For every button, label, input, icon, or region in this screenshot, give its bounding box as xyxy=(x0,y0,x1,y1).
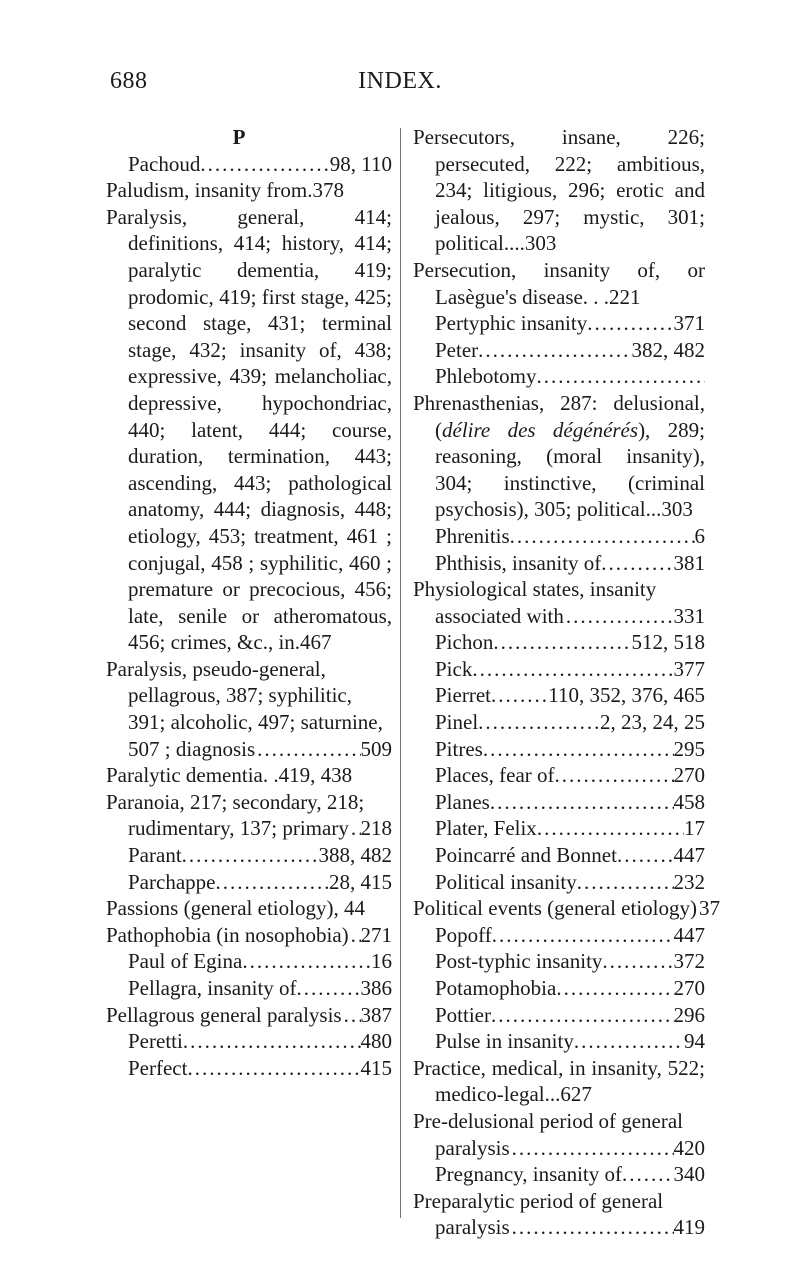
leader-dots xyxy=(478,709,600,736)
entry-text: Paralysis, general, 414; definitions, 414; history, 414; paralytic dementia, 419; prodomic, 419; first stage, 425; second stage, 431; terminal stage, 432; insanity of, 438; expressive, 439; melancholiac, depressive, hypochondriac, 440; latent, 444; course, duration, termination, 443; ascending, 443; pathological anatomy, 444; diagnosis, 448; etiology, 453; treatment, 461 ; conjugal, 458 ; syphilitic, 460 ; premature or precocious, 456; late, senile or atheromatous, 456; crimes, &c., in.467 xyxy=(106,204,392,655)
leader-dots xyxy=(556,975,673,1002)
entry-term: Post-typhic insanity xyxy=(435,949,603,974)
leader-dots xyxy=(491,1002,674,1029)
leader-dots xyxy=(577,869,674,896)
entry-text: Passions (general etiology), 44 xyxy=(106,896,365,921)
entry-pages: 480 xyxy=(360,1029,392,1054)
entry-pages: 270 xyxy=(673,976,705,1000)
index-entry xyxy=(106,869,392,896)
entry-term: Pertyphic insanity xyxy=(435,311,588,336)
index-entry xyxy=(413,523,705,550)
entry-term: Perfect xyxy=(128,1055,188,1080)
leader-dots xyxy=(574,1028,684,1055)
entry-pages: 270 xyxy=(673,763,705,788)
page-number: 688 xyxy=(110,68,148,94)
entry-term: Pulse in insanity xyxy=(435,1029,574,1054)
entry-pages: 382, 482 xyxy=(631,337,705,362)
index-entry xyxy=(413,709,705,736)
leader-dots xyxy=(566,603,674,630)
index-entry xyxy=(106,762,392,789)
index-entry xyxy=(413,895,705,922)
entry-term: Pachoud xyxy=(128,151,201,176)
entry-text: Pellagrous general paralysis xyxy=(106,1002,342,1027)
leader-dots xyxy=(555,762,674,789)
entry-pages: 28, 415 xyxy=(329,869,392,894)
leader-dots xyxy=(537,363,705,390)
index-entry xyxy=(413,550,705,577)
index-entry xyxy=(413,975,705,1002)
entry-pages: 388, 482 xyxy=(318,843,392,868)
index-entry xyxy=(413,869,705,896)
entry-term: Pottier xyxy=(435,1002,491,1027)
entry-pages: 218 xyxy=(360,816,392,841)
section-letter: P xyxy=(232,125,246,149)
index-entry xyxy=(106,948,392,975)
index-entry xyxy=(413,257,705,310)
entry-pages: 387 xyxy=(360,1002,392,1027)
entry-pages: 271 xyxy=(360,922,392,947)
leader-dots xyxy=(183,1028,361,1055)
entry-pages: 331 xyxy=(673,603,705,628)
leader-dots xyxy=(242,948,371,975)
entry-term: Potamophobia xyxy=(435,976,557,1000)
index-entry xyxy=(413,922,705,949)
index-entry xyxy=(413,789,705,816)
leader-dots xyxy=(491,682,548,709)
leader-dots xyxy=(622,1161,673,1188)
entry-pages: 420 xyxy=(673,1135,705,1160)
entry-text: Political events (general etiology) xyxy=(413,896,697,921)
entry-pages: 419 xyxy=(673,1215,705,1240)
entry-pages: 16 xyxy=(371,949,392,974)
entry-pages: 458 xyxy=(673,789,705,814)
entry-pages: 371 xyxy=(673,311,705,336)
entry-text: Paralytic dementia. .419, 438 xyxy=(106,763,353,788)
column-divider xyxy=(400,128,401,1218)
entry-pages: 447 xyxy=(673,843,705,868)
leader-dots xyxy=(351,922,361,949)
index-entry xyxy=(413,815,705,842)
entry-pages: 381 xyxy=(673,550,705,575)
index-entry xyxy=(413,310,705,337)
index-entry xyxy=(413,736,705,763)
entry-term: Planes xyxy=(435,789,490,814)
entry-term: Places, fear of xyxy=(435,763,555,788)
entry-text: Paludism, insanity from.378 xyxy=(106,178,344,203)
index-entry xyxy=(413,762,705,789)
leader-dots xyxy=(587,310,673,337)
index-entry xyxy=(413,1055,705,1108)
entry-pages: 6 xyxy=(694,523,705,548)
leader-dots xyxy=(512,1214,674,1241)
index-entry xyxy=(413,1028,705,1055)
leader-dots xyxy=(257,736,360,763)
entry-pages: 296 xyxy=(673,1002,705,1027)
index-entry xyxy=(413,363,705,390)
entry-term: Peretti xyxy=(128,1029,183,1054)
entry-text: Paralysis, pseudo-general, pellagrous, 387; syphilitic, 391; alcoholic, 497; saturnine, 507 ; diagnosis xyxy=(106,656,383,761)
entry-pages: 509 xyxy=(360,736,392,761)
entry-text: Practice, medical, in insanity, 522; medico-legal...627 xyxy=(413,1055,705,1107)
leader-dots xyxy=(472,656,673,683)
entry-pages: 372 xyxy=(673,949,705,974)
index-entry xyxy=(106,975,392,1002)
index-entry xyxy=(106,177,392,204)
index-entry xyxy=(106,1028,392,1055)
entry-pages: 447 xyxy=(673,922,705,947)
entry-term: Pitres xyxy=(435,736,483,761)
index-entry xyxy=(413,682,705,709)
index-entry xyxy=(413,337,705,364)
entry-pages: 340 xyxy=(673,1162,705,1187)
entry-term: Phthisis, insanity of xyxy=(435,550,602,575)
entry-term: Pinel xyxy=(435,710,479,735)
entry-pages: 415 xyxy=(360,1055,392,1080)
entry-term: Paul of Egina xyxy=(128,949,243,974)
entry-pages: 37 xyxy=(699,896,720,921)
entry-term: Pregnancy, insanity of xyxy=(435,1162,623,1187)
index-column-left xyxy=(106,124,392,1081)
leader-dots xyxy=(490,789,674,816)
entry-term: Parant xyxy=(128,843,182,868)
leader-dots xyxy=(493,629,631,656)
entry-term: Pichon xyxy=(435,630,494,655)
entry-text: Pre-delusional period of general paralysis xyxy=(413,1108,683,1160)
leader-dots xyxy=(601,550,673,577)
leader-dots xyxy=(478,337,631,364)
entry-term: Pierret xyxy=(435,683,491,708)
entry-pages: 377 xyxy=(673,656,705,681)
index-entry xyxy=(413,629,705,656)
entry-text: Persecutors, insane, 226; persecuted, 222; ambitious, 234; litigious, 296; erotic and jealous, 297; mystic, 301; political....303 xyxy=(413,125,705,256)
leader-dots xyxy=(492,922,674,949)
entry-pages: 386 xyxy=(360,976,392,1000)
entry-text: Phrenasthenias, 287: delusional, ( xyxy=(413,390,705,442)
entry-term: Phlebotomy xyxy=(435,364,537,389)
index-entry xyxy=(106,204,392,656)
leader-dots xyxy=(351,815,361,842)
index-entry xyxy=(413,390,705,523)
entry-term: Poincarré and Bonnet xyxy=(435,843,617,868)
leader-dots xyxy=(512,1135,674,1162)
entry-term: Political insanity xyxy=(435,869,577,894)
entry-text: Preparalytic period of general paralysis xyxy=(413,1188,664,1240)
entry-term: Popoff xyxy=(435,922,492,947)
leader-dots xyxy=(537,815,684,842)
index-entry xyxy=(106,1055,392,1082)
entry-text: Persecution, insanity of, or Lasègue's disease. . .221 xyxy=(413,257,705,309)
entry-term: Parchappe xyxy=(128,869,216,894)
leader-dots xyxy=(215,869,329,896)
index-entry xyxy=(413,1161,705,1188)
entry-term: Pick xyxy=(435,656,473,681)
running-title: INDEX. xyxy=(358,68,442,94)
entry-italic: délire des dégénérés xyxy=(442,417,639,442)
entry-term: Plater, Felix xyxy=(435,816,537,841)
leader-dots xyxy=(617,842,674,869)
index-entry xyxy=(413,656,705,683)
entry-term: Peter xyxy=(435,337,479,362)
entry-pages: 98, 110 xyxy=(329,151,392,176)
entry-pages: 94 xyxy=(684,1029,705,1054)
leader-dots xyxy=(510,523,695,550)
entry-text: Paranoia, 217; secondary, 218; rudimentary, 137; primary xyxy=(106,789,365,841)
entry-pages: 17 xyxy=(684,816,705,841)
page-header xyxy=(0,68,800,102)
leader-dots xyxy=(182,842,319,869)
entry-text: Pathophobia (in nosophobia) xyxy=(106,922,349,947)
entry-text: Physiological states, insanity associated with xyxy=(413,577,657,628)
leader-dots xyxy=(297,975,361,1002)
entry-pages: 295 xyxy=(673,736,705,761)
entry-pages: 512, 518 xyxy=(631,630,705,655)
index-entry xyxy=(413,948,705,975)
index-entry xyxy=(106,151,392,178)
index-entry xyxy=(413,1002,705,1029)
entry-text-after: ), 289; reasoning, (moral insanity), 304; instinctive, (criminal psychosis), 305; political...303 xyxy=(435,417,706,522)
leader-dots xyxy=(344,1002,361,1029)
index-column-right xyxy=(413,124,720,1241)
leader-dots xyxy=(483,736,674,763)
leader-dots xyxy=(187,1055,360,1082)
entry-term: Pellagra, insanity of xyxy=(128,976,297,1000)
index-entry xyxy=(106,895,392,922)
index-entry xyxy=(413,842,705,869)
entry-term: Phrenitis xyxy=(435,523,510,548)
index-entry xyxy=(413,124,705,257)
index-entry xyxy=(106,842,392,869)
leader-dots xyxy=(602,948,673,975)
entry-pages: 2, 23, 24, 25 xyxy=(600,710,705,735)
entry-pages: 110, 352, 376, 465 xyxy=(548,683,705,708)
entry-pages: 232 xyxy=(673,869,705,894)
leader-dots xyxy=(200,151,329,178)
